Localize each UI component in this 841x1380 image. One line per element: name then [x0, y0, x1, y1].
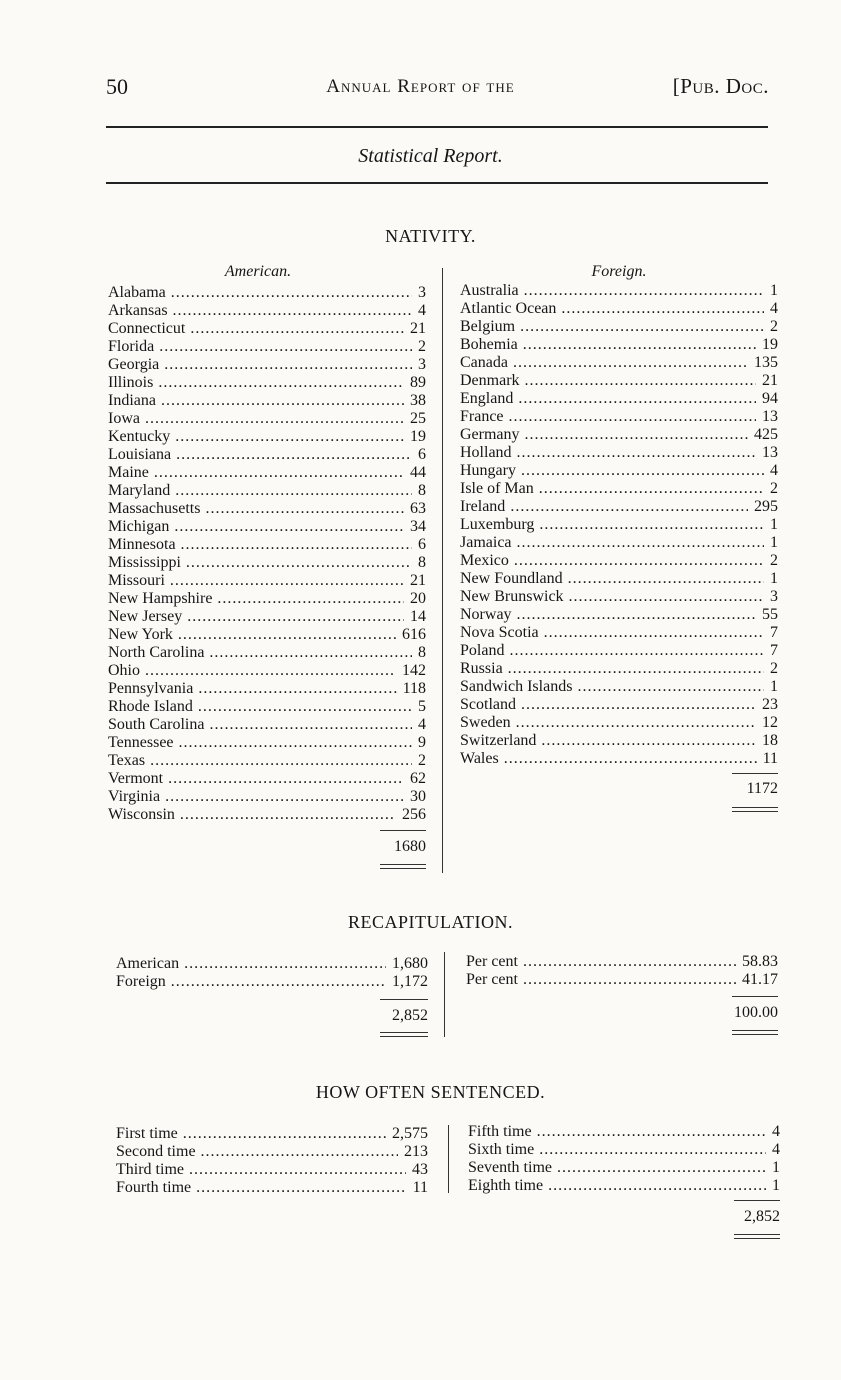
sentenced-row-label: Sixth time ..... [468, 1141, 766, 1159]
recap-percent-row-label: Per cent ..... [466, 971, 736, 989]
american-state-row [108, 698, 426, 716]
sentenced-double-rule [734, 1234, 780, 1239]
foreign-country-row-value: 12 [762, 714, 778, 731]
sentenced-row-value: 2,575 [392, 1125, 428, 1142]
american-state-row-label: North Carolina ..... [108, 644, 412, 662]
american-state-row-label: Georgia ..... [108, 356, 412, 374]
foreign-country-row [460, 282, 778, 300]
foreign-country-row [460, 372, 778, 390]
american-state-row [108, 410, 426, 428]
foreign-country-row [460, 462, 778, 480]
sentenced-row-value: 43 [412, 1161, 428, 1178]
sentenced-row-label: Second time ..... [116, 1143, 398, 1161]
american-state-row-label: Alabama ..... [108, 284, 412, 302]
foreign-country-row [460, 516, 778, 534]
american-state-row [108, 572, 426, 590]
american-state-row [108, 302, 426, 320]
foreign-country-row [460, 444, 778, 462]
american-state-row [108, 356, 426, 374]
foreign-country-row-label: Mexico ..... [460, 552, 764, 570]
american-state-row-value: 4 [418, 716, 426, 733]
american-state-row [108, 536, 426, 554]
american-state-row-value: 19 [410, 428, 426, 445]
foreign-country-row-label: Nova Scotia ..... [460, 624, 764, 642]
top-rule [106, 126, 768, 128]
recap-right-total-rule [732, 996, 778, 997]
american-state-row [108, 626, 426, 644]
subtitle-rule [106, 182, 768, 184]
american-state-row [108, 392, 426, 410]
american-state-row-value: 8 [418, 482, 426, 499]
sentenced-left [116, 1125, 428, 1197]
foreign-country-row [460, 480, 778, 498]
foreign-country-row [460, 498, 778, 516]
american-state-row-label: Indiana ..... [108, 392, 404, 410]
american-state-row [108, 554, 426, 572]
foreign-country-row-value: 425 [754, 426, 778, 443]
sentenced-total: 2,852 [744, 1208, 780, 1225]
american-state-row [108, 500, 426, 518]
foreign-country-row [460, 408, 778, 426]
recapitulation-left [116, 955, 428, 991]
american-state-row-value: 63 [410, 500, 426, 517]
foreign-country-row [460, 750, 778, 768]
foreign-country-row-value: 2 [770, 480, 778, 497]
american-state-row-label: Vermont ..... [108, 770, 404, 788]
foreign-country-row-label: Denmark ..... [460, 372, 756, 390]
recap-percent-row [466, 953, 778, 971]
foreign-country-row-label: Russia ..... [460, 660, 764, 678]
american-total: 1680 [394, 838, 426, 855]
sentenced-row-value: 4 [772, 1123, 780, 1140]
foreign-country-row [460, 426, 778, 444]
american-state-row [108, 590, 426, 608]
american-state-row-label: Virginia ..... [108, 788, 404, 806]
american-state-row-label: Pennsylvania ..... [108, 680, 397, 698]
american-state-row-label: Rhode Island ..... [108, 698, 412, 716]
american-state-row-value: 118 [402, 680, 426, 697]
recap-right-double-rule [732, 1030, 778, 1035]
american-state-row [108, 446, 426, 464]
american-state-row-value: 3 [418, 356, 426, 373]
foreign-country-row [460, 606, 778, 624]
american-state-row-value: 30 [410, 788, 426, 805]
sentenced-row-value: 1 [772, 1177, 780, 1194]
american-state-row [108, 374, 426, 392]
recap-percent-row-value: 58.83 [742, 953, 778, 970]
sentenced-divider [448, 1125, 449, 1193]
sentenced-title: HOW OFTEN SENTENCED. [315, 1082, 546, 1102]
american-state-row-value: 38 [410, 392, 426, 409]
american-state-row-label: Florida ..... [108, 338, 412, 356]
american-state-row-value: 4 [418, 302, 426, 319]
recap-percent-row-value: 41.17 [742, 971, 778, 988]
foreign-country-row-value: 4 [770, 300, 778, 317]
foreign-country-row [460, 732, 778, 750]
sentenced-row-label: First time ..... [116, 1125, 386, 1143]
american-state-row [108, 680, 426, 698]
american-total-rule [380, 830, 426, 831]
american-state-row [108, 662, 426, 680]
recapitulation-title: RECAPITULATION. [348, 912, 513, 932]
american-state-row-value: 21 [410, 320, 426, 337]
american-state-row-value: 62 [410, 770, 426, 787]
foreign-country-row [460, 534, 778, 552]
american-state-row-label: Louisiana ..... [108, 446, 412, 464]
sentenced-row [116, 1179, 428, 1197]
sentenced-row [468, 1123, 780, 1141]
column-divider [442, 268, 443, 873]
foreign-country-row-value: 94 [762, 390, 778, 407]
american-state-row-label: Michigan ..... [108, 518, 404, 536]
american-state-row [108, 320, 426, 338]
foreign-country-row [460, 642, 778, 660]
page-number: 50 [106, 74, 128, 99]
foreign-country-row-label: New Foundland ..... [460, 570, 764, 588]
foreign-country-row [460, 624, 778, 642]
foreign-country-row-label: Belgium ..... [460, 318, 764, 336]
american-state-row-value: 3 [418, 284, 426, 301]
american-state-row-value: 8 [418, 644, 426, 661]
foreign-list [460, 282, 778, 768]
foreign-country-row-label: Luxemburg ..... [460, 516, 764, 534]
foreign-total-double-rule [732, 807, 778, 812]
foreign-country-row-label: Germany ..... [460, 426, 748, 444]
foreign-country-row [460, 300, 778, 318]
american-state-row [108, 770, 426, 788]
sentenced-row [468, 1177, 780, 1195]
recapitulation-right [466, 953, 778, 989]
foreign-country-row-value: 1 [770, 534, 778, 551]
recap-count-row-value: 1,680 [392, 955, 428, 972]
recap-left-total: 2,852 [392, 1007, 428, 1024]
american-state-row-value: 9 [418, 734, 426, 751]
american-state-row-value: 5 [418, 698, 426, 715]
recap-count-row-label: American ..... [116, 955, 386, 973]
foreign-country-row-value: 11 [762, 750, 778, 767]
foreign-country-row-value: 1 [770, 516, 778, 533]
american-state-row-label: Minnesota ..... [108, 536, 412, 554]
foreign-country-row [460, 696, 778, 714]
american-state-row-value: 6 [418, 536, 426, 553]
recap-percent-row [466, 971, 778, 989]
american-state-row-label: New Jersey ..... [108, 608, 404, 626]
american-state-row-label: Mississippi ..... [108, 554, 412, 572]
foreign-country-row-label: Holland ..... [460, 444, 756, 462]
foreign-country-row-value: 18 [762, 732, 778, 749]
running-head: Annual Report of the [326, 76, 515, 97]
sentenced-row-label: Fourth time ..... [116, 1179, 407, 1197]
foreign-country-row [460, 714, 778, 732]
american-state-row-value: 89 [410, 374, 426, 391]
foreign-country-row-label: Switzerland ..... [460, 732, 756, 750]
american-state-row-label: Texas ..... [108, 752, 412, 770]
foreign-country-row-label: Isle of Man ..... [460, 480, 764, 498]
american-state-row-value: 2 [418, 752, 426, 769]
american-heading: American. [224, 263, 292, 280]
american-state-row-label: New Hampshire ..... [108, 590, 404, 608]
foreign-country-row-value: 1 [770, 282, 778, 299]
recap-percent-row-label: Per cent ..... [466, 953, 736, 971]
american-state-row-value: 34 [410, 518, 426, 535]
american-state-row-label: Ohio ..... [108, 662, 396, 680]
recap-divider [444, 952, 445, 1037]
recap-left-total-rule [380, 999, 428, 1000]
foreign-country-row [460, 660, 778, 678]
foreign-country-row-value: 295 [754, 498, 778, 515]
foreign-country-row-label: France ..... [460, 408, 756, 426]
recap-count-row [116, 973, 428, 991]
american-state-row [108, 608, 426, 626]
american-state-row-value: 20 [410, 590, 426, 607]
american-state-row [108, 716, 426, 734]
american-state-row [108, 464, 426, 482]
foreign-country-row-value: 135 [754, 354, 778, 371]
foreign-country-row-value: 2 [770, 552, 778, 569]
foreign-country-row [460, 318, 778, 336]
foreign-total: 1172 [746, 780, 778, 797]
sentenced-row [116, 1125, 428, 1143]
foreign-country-row-label: Bohemia ..... [460, 336, 756, 354]
american-state-row [108, 644, 426, 662]
american-list [108, 284, 426, 824]
american-state-row [108, 806, 426, 824]
recap-count-row [116, 955, 428, 973]
foreign-country-row-label: Scotland ..... [460, 696, 756, 714]
report-subtitle: Statistical Report. [358, 145, 503, 167]
american-state-row-label: Illinois ..... [108, 374, 404, 392]
american-state-row-value: 2 [418, 338, 426, 355]
foreign-country-row-label: Sandwich Islands ..... [460, 678, 764, 696]
sentenced-right [468, 1123, 780, 1195]
american-state-row [108, 284, 426, 302]
foreign-country-row-label: Hungary ..... [460, 462, 764, 480]
foreign-country-row-label: Wales ..... [460, 750, 757, 768]
foreign-country-row-label: Australia ..... [460, 282, 764, 300]
american-state-row-label: Iowa ..... [108, 410, 404, 428]
foreign-country-row-value: 21 [762, 372, 778, 389]
american-state-row-value: 14 [410, 608, 426, 625]
foreign-country-row-label: Canada ..... [460, 354, 748, 372]
foreign-country-row-value: 2 [770, 660, 778, 677]
foreign-country-row [460, 678, 778, 696]
foreign-country-row-label: England ..... [460, 390, 756, 408]
foreign-country-row-value: 19 [762, 336, 778, 353]
foreign-country-row [460, 552, 778, 570]
recap-right-total: 100.00 [734, 1004, 778, 1021]
sentenced-row [116, 1143, 428, 1161]
american-state-row [108, 734, 426, 752]
foreign-country-row-value: 23 [762, 696, 778, 713]
foreign-country-row-label: Ireland ..... [460, 498, 748, 516]
foreign-country-row-value: 1 [770, 570, 778, 587]
sentenced-row-value: 4 [772, 1141, 780, 1158]
american-state-row [108, 518, 426, 536]
american-state-row-label: Maryland ..... [108, 482, 412, 500]
american-state-row-label: Maine ..... [108, 464, 404, 482]
foreign-total-rule [732, 773, 778, 774]
american-total-double-rule [380, 864, 426, 869]
american-state-row-value: 616 [402, 626, 426, 643]
sentenced-row [116, 1161, 428, 1179]
foreign-country-row-value: 2 [770, 318, 778, 335]
american-state-row-value: 142 [402, 662, 426, 679]
foreign-country-row [460, 390, 778, 408]
foreign-country-row-value: 3 [770, 588, 778, 605]
foreign-country-row-value: 7 [770, 642, 778, 659]
sentenced-row-label: Seventh time ..... [468, 1159, 766, 1177]
recap-count-row-value: 1,172 [392, 973, 428, 990]
foreign-country-row-value: 1 [770, 678, 778, 695]
recap-left-double-rule [380, 1032, 428, 1037]
american-state-row-label: New York ..... [108, 626, 396, 644]
american-state-row [108, 428, 426, 446]
foreign-country-row-value: 55 [762, 606, 778, 623]
foreign-country-row-label: New Brunswick ..... [460, 588, 764, 606]
sentenced-row [468, 1159, 780, 1177]
sentenced-total-rule [734, 1200, 780, 1201]
sentenced-row [468, 1141, 780, 1159]
american-state-row [108, 482, 426, 500]
foreign-country-row [460, 570, 778, 588]
sentenced-row-value: 1 [772, 1159, 780, 1176]
american-state-row-value: 25 [410, 410, 426, 427]
foreign-country-row-label: Norway ..... [460, 606, 756, 624]
sentenced-row-value: 11 [412, 1179, 428, 1196]
foreign-country-row-value: 13 [762, 408, 778, 425]
foreign-country-row-label: Sweden ..... [460, 714, 756, 732]
foreign-country-row-value: 13 [762, 444, 778, 461]
foreign-country-row-label: Jamaica ..... [460, 534, 764, 552]
foreign-country-row-value: 7 [770, 624, 778, 641]
foreign-country-row [460, 336, 778, 354]
foreign-country-row-value: 4 [770, 462, 778, 479]
recap-count-row-label: Foreign ..... [116, 973, 386, 991]
american-state-row-label: Tennessee ..... [108, 734, 412, 752]
foreign-country-row [460, 588, 778, 606]
foreign-country-row [460, 354, 778, 372]
foreign-country-row-label: Poland ..... [460, 642, 764, 660]
american-state-row-label: Wisconsin ..... [108, 806, 396, 824]
american-state-row-label: Kentucky ..... [108, 428, 404, 446]
foreign-heading: Foreign. [591, 263, 647, 280]
american-state-row-label: Connecticut ..... [108, 320, 404, 338]
sentenced-row-label: Eighth time ..... [468, 1177, 766, 1195]
nativity-title: NATIVITY. [385, 226, 476, 246]
american-state-row-value: 21 [410, 572, 426, 589]
american-state-row-value: 6 [418, 446, 426, 463]
sentenced-row-label: Third time ..... [116, 1161, 406, 1179]
american-state-row-label: South Carolina ..... [108, 716, 412, 734]
american-state-row-label: Missouri ..... [108, 572, 404, 590]
sentenced-row-label: Fifth time ..... [468, 1123, 766, 1141]
american-state-row-value: 44 [410, 464, 426, 481]
american-state-row [108, 788, 426, 806]
american-state-row-value: 256 [402, 806, 426, 823]
american-state-row-label: Massachusetts ..... [108, 500, 404, 518]
american-state-row [108, 752, 426, 770]
american-state-row-label: Arkansas ..... [108, 302, 412, 320]
document-tag: [Pub. Doc. [672, 74, 769, 98]
sentenced-row-value: 213 [404, 1143, 428, 1160]
american-state-row-value: 8 [418, 554, 426, 571]
american-state-row [108, 338, 426, 356]
foreign-country-row-label: Atlantic Ocean ..... [460, 300, 764, 318]
